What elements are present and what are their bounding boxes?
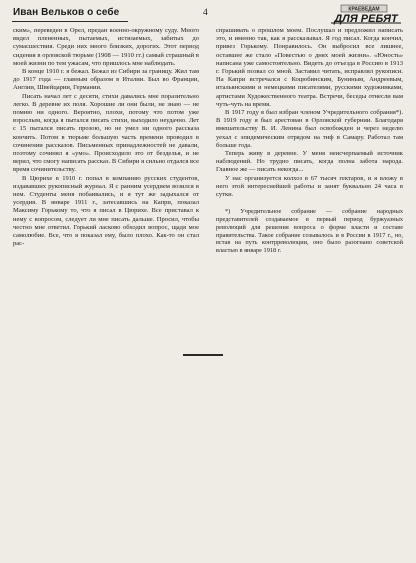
left-paragraph-1: ским», переведен в Орел, предан военно-окружному суду. Много видел плененных, пытаемых, истязаемых, забитых до сумасшествия. Среди них много близких, дорогих. Этот период сидения в орловской тюрьме (1908 — 1910 гг.) самый страшный в моей жизни по тем ужасам, что пришлось мне наблюдать. — [13, 27, 199, 67]
title-underline — [12, 21, 128, 22]
left-paragraph-3: Писать начал лет с десяти, стихи давались мне поразительно легко. В деревне их поля. Хорошие ли они были, не знаю — не помню ни одного. Вероятно, плохи, потому что потом уже взрослым, когда я пытался писать стихи, выходило неудачно. Лет с 15 пытался писать прозою, но не умел ни одного рассказа кончить. Потом в тюрьме большую часть времени проводил в сочинении рассказов. Письменных принадлежностей не давали, поэтому сочинял я «умо». Происходило это от безделья, и не верил, что смогу написать рассказ. В Сибири я сильно отдался все время сочинительству. — [13, 92, 199, 174]
right-paragraph-4: У нас организуется колхоз в 67 тысяч гектаров, и я вложу в него этой интереснейшей работы и занят буквально 24 часа в сутки. — [216, 174, 403, 199]
left-paragraph-4: В Цюрихе в 1910 г. попал в компанию русских студентов, издававших рукописный журнал. Я с ранним усердием возился в нем. Студенты меня побаивались, и я тут же задыхался от усердия. В январе 1911 г., затесавшись на Капри, показал Максиму Горькому то, что я писал в Цюрихе. Все приставал к нему с вопросом, следует ли мне писать дальше. Просил, чтобы честно мне ответил. Горький ласково обходил вопрос, щадя мое самолюбие. Все, что я показал ему, было плохо. Как-то он стал рас- — [13, 174, 199, 248]
page-number: 4 — [203, 8, 208, 18]
right-paragraph-1: спрашивать о прошлом моем. Послушал и предложил написать это, и именно так, как я рассказывал. Я год писал. Когда кончил, привез Горькому. Понравилось. Он выбросил все лишнее, оставшее же стало «Повестью о днях моей жизни». «Юность» написана уже самостоятельно. Видеть до отъезда в Россию в 1913 г. Горький позвал со мной. Заставил читать, исправлял рукописи. На Капри встречался с Коцюбинским, Буниным, Андреевым, итальянскими и немецкими писателями, русскими художниками, артистами Художественного театра. Встречи, беседы отнесли вам чуть-чуть на время. — [216, 27, 403, 108]
right-paragraph-2: В 1917 году я был избран членом Учредительного собрания*). В 1919 году я был арестован в Орловской губернии. Благодаря вмешательству В. И. Ленина был освобожден и через неделю уехал с эпидемическим отрядом на тиф в Самару. Работал там больше года. — [216, 109, 403, 149]
magazine-logo — [327, 4, 405, 26]
footnote-text: *) Учредительное собрание — собрание народных представителей создаваемое в первый период буржуазных революций для решения вопроса о форме власти и составе правительства. Такое собрание созывалось и в России в 1917 г., но, встав на путь контрреволюции, оно было разогнано советской властью в январе 1918 г. — [216, 208, 403, 255]
article-title: Иван Вельков о себе — [13, 7, 120, 18]
end-divider — [183, 354, 223, 356]
footnote — [216, 208, 403, 255]
logo-wordmark: ДЛЯ РЕБЯТ — [334, 13, 398, 25]
left-column — [13, 27, 199, 248]
right-paragraph-3: Теперь живу в деревне. У меня неисчерпаемый источник наблюдений. Но трудно писать, когда полна забота народа. Главное же — писать некогда... — [216, 150, 403, 174]
page-header — [0, 0, 416, 26]
logo-tag: КРАЕВЕДАМ — [348, 6, 380, 13]
left-paragraph-2: В конце 1910 г. я бежал. Бежал из Сибири за границу. Жил там до 1917 года — главным образом в Италии. Был во Франции, Англии, Швейцарии, Германии. — [13, 68, 199, 92]
right-column — [216, 27, 403, 255]
